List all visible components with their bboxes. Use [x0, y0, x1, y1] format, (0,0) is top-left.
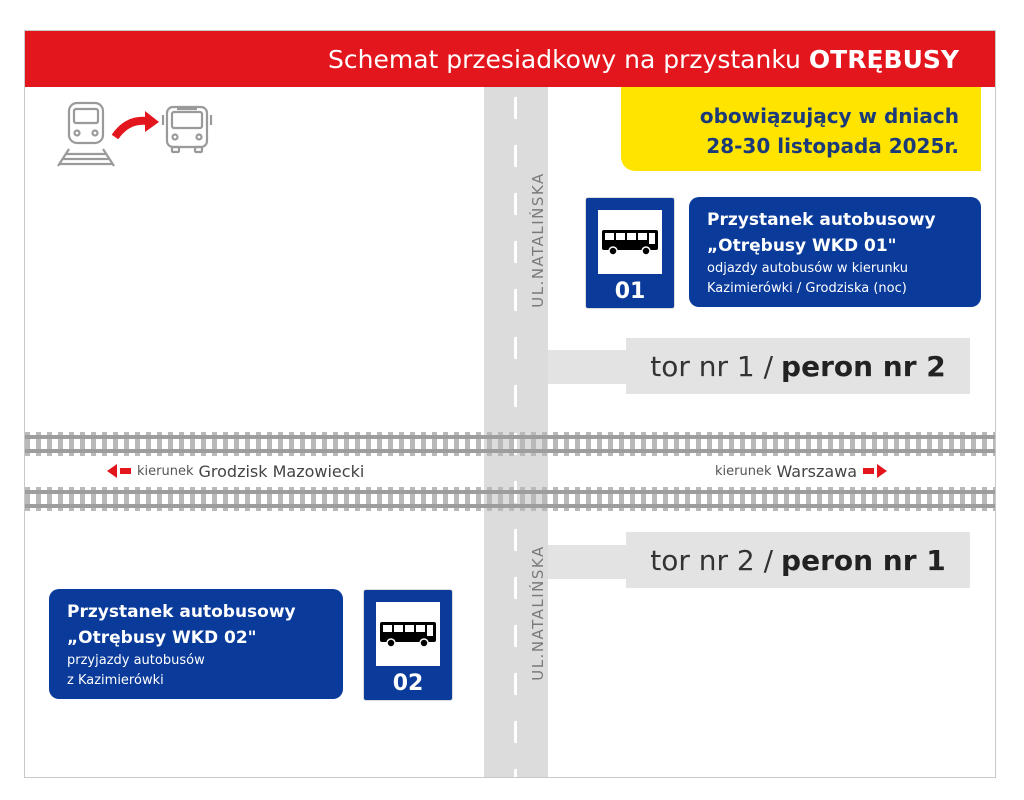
diagram-frame	[24, 30, 996, 778]
platform-south-number: peron nr 1	[781, 543, 946, 577]
bus-stop-02-desc-2: z Kazimierówki	[67, 673, 164, 688]
direction-west-label: kierunek	[137, 463, 194, 479]
curved-arrow-icon	[115, 111, 159, 137]
bus-stop-number-02: 02	[392, 671, 424, 696]
arrow-right-icon	[877, 464, 887, 478]
street-label-north: UL.NATALIŃSKA	[529, 172, 547, 308]
direction-east-label: kierunek	[715, 463, 772, 479]
platform-north-number: peron nr 2	[781, 349, 946, 383]
platform-1-connector	[548, 350, 628, 384]
validity-notice	[621, 87, 981, 171]
bus-stop-number-01: 01	[614, 279, 646, 304]
track-south	[25, 487, 995, 511]
direction-west	[101, 459, 370, 483]
direction-west-place: Grodzisk Mazowiecki	[198, 461, 365, 481]
platform-north-track: tor nr 1 /	[650, 349, 774, 383]
bus-stop-sign-01	[585, 197, 675, 309]
bus-stop-01-desc-2: Kazimierówki / Grodziska (noc)	[707, 281, 907, 296]
bus-side-icon	[598, 210, 662, 274]
validity-line-2: 28-30 listopada 2025r.	[706, 134, 959, 158]
platform-north	[626, 338, 970, 394]
train-icon	[58, 103, 114, 166]
bus-stop-01-name: „Otrębusy WKD 01"	[707, 236, 897, 256]
bus-stop-info-01	[689, 197, 981, 307]
bus-stop-sign-02	[363, 589, 453, 701]
bus-stop-02-name: „Otrębusy WKD 02"	[67, 628, 257, 648]
bus-stop-01-title: Przystanek autobusowy	[707, 210, 936, 230]
header-bar	[25, 31, 995, 87]
validity-line-1: obowiązujący w dniach	[699, 104, 959, 128]
direction-east	[709, 459, 893, 483]
header-stop-name: OTRĘBUSY	[808, 44, 959, 74]
platform-south	[626, 532, 970, 588]
platform-south-track: tor nr 2 /	[650, 543, 774, 577]
bus-side-icon	[376, 602, 440, 666]
platform-2-connector	[548, 545, 628, 579]
bus-front-icon	[163, 107, 211, 152]
header-title: Schemat przesiadkowy na przystanku	[328, 44, 801, 74]
street-label-south: UL.NATALIŃSKA	[529, 545, 547, 681]
bus-stop-info-02	[49, 589, 343, 699]
direction-east-place: Warszawa	[776, 461, 858, 481]
bus-stop-01-desc-1: odjazdy autobusów w kierunku	[707, 261, 909, 276]
arrow-left-icon	[107, 464, 117, 478]
bus-stop-02-desc-1: przyjazdy autobusów	[67, 653, 205, 668]
transfer-pictogram	[55, 99, 225, 169]
bus-stop-02-title: Przystanek autobusowy	[67, 602, 296, 622]
track-north	[25, 432, 995, 456]
